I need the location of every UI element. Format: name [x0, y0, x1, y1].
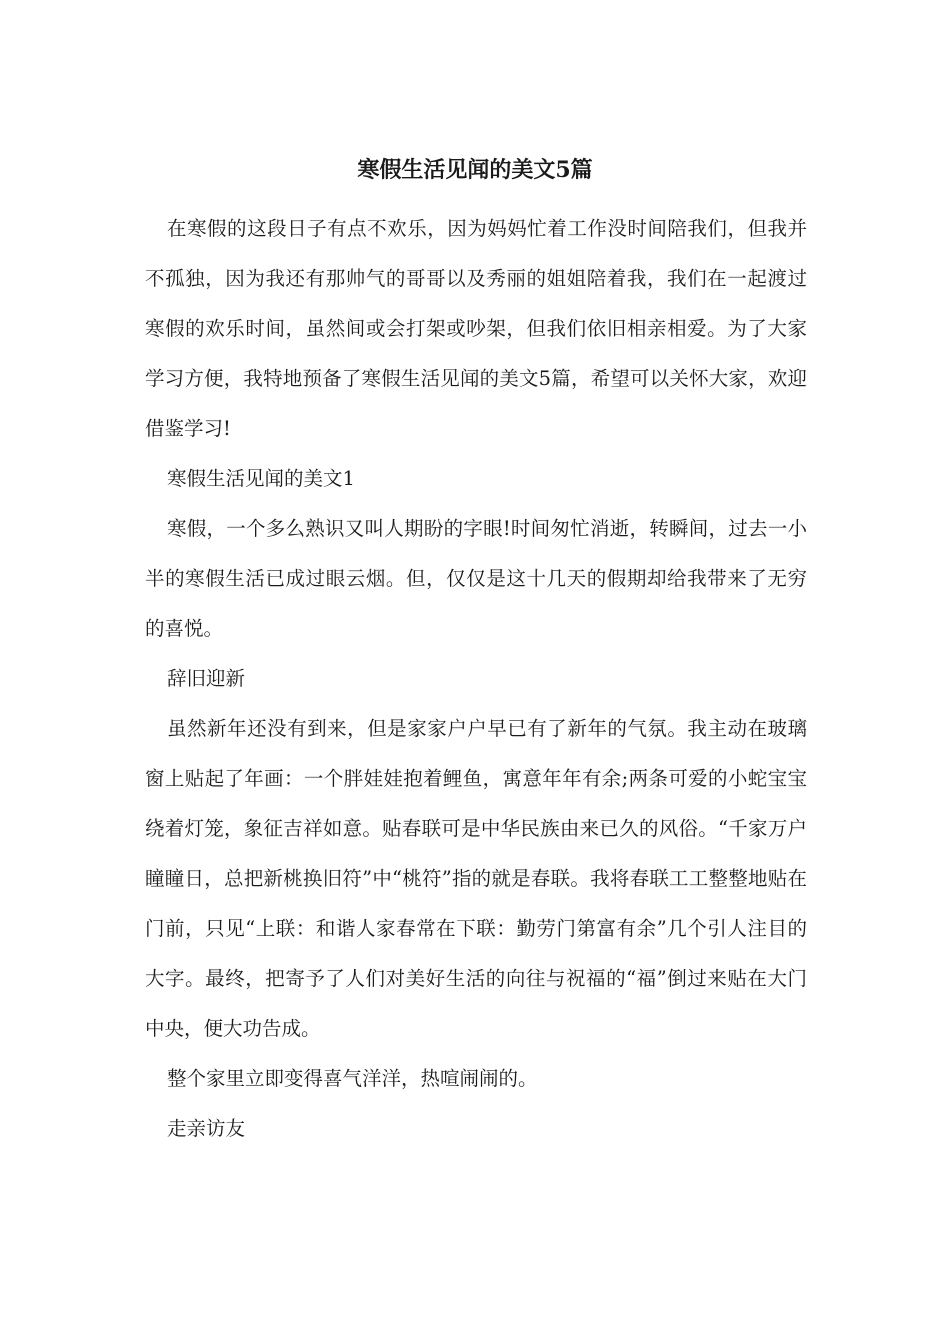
new-year-paragraph: 虽然新年还没有到来，但是家家户户早已有了新年的气氛。我主动在玻璃窗上贴起了年画：一个胖娃娃抱着鲤鱼，寓意年年有余;两条可爱的小蛇宝宝绕着灯笼，象征吉祥如意。贴春联可是中华民族由来已久的风俗。“千家万户瞳瞳日，总把新桃换旧符”中“桃符”指的就是春联。我将春联工工整整地贴在门前，只见“上联：和谐人家春常在下联：勤劳门第富有余”几个引人注目的大字。最终，把寄予了人们对美好生活的向往与祝福的“福”倒过来贴在大门中央，便大功告成。 [145, 717, 807, 1040]
intro-paragraph: 在寒假的这段日子有点不欢乐，因为妈妈忙着工作没时间陪我们，但我并不孤独，因为我还有那帅气的哥哥以及秀丽的姐姐陪着我，我们在一起渡过寒假的欢乐时间，虽然间或会打架或吵架，但我们依旧相亲相爱。为了大家学习方便，我特地预备了寒假生活见闻的美文5篇，希望可以关怀大家，欢迎借鉴学习! [145, 217, 807, 440]
essay-1-paragraph: 寒假，一个多么熟识又叫人期盼的字眼!时间匆忙消逝，转瞬间，过去一小半的寒假生活已成过眼云烟。但，仅仅是这十几天的假期却给我带来了无穷的喜悦。 [145, 517, 807, 640]
document-body [145, 204, 807, 1154]
subheading-farewell-old: 辞旧迎新 [167, 667, 246, 690]
festive-home-paragraph: 整个家里立即变得喜气洋洋，热喧闹闹的。 [167, 1067, 538, 1090]
subheading-visiting-relatives: 走亲访友 [167, 1117, 246, 1140]
section-heading-essay-1: 寒假生活见闻的美文1 [167, 467, 355, 490]
document-title: 寒假生活见闻的美文5篇 [357, 157, 593, 183]
